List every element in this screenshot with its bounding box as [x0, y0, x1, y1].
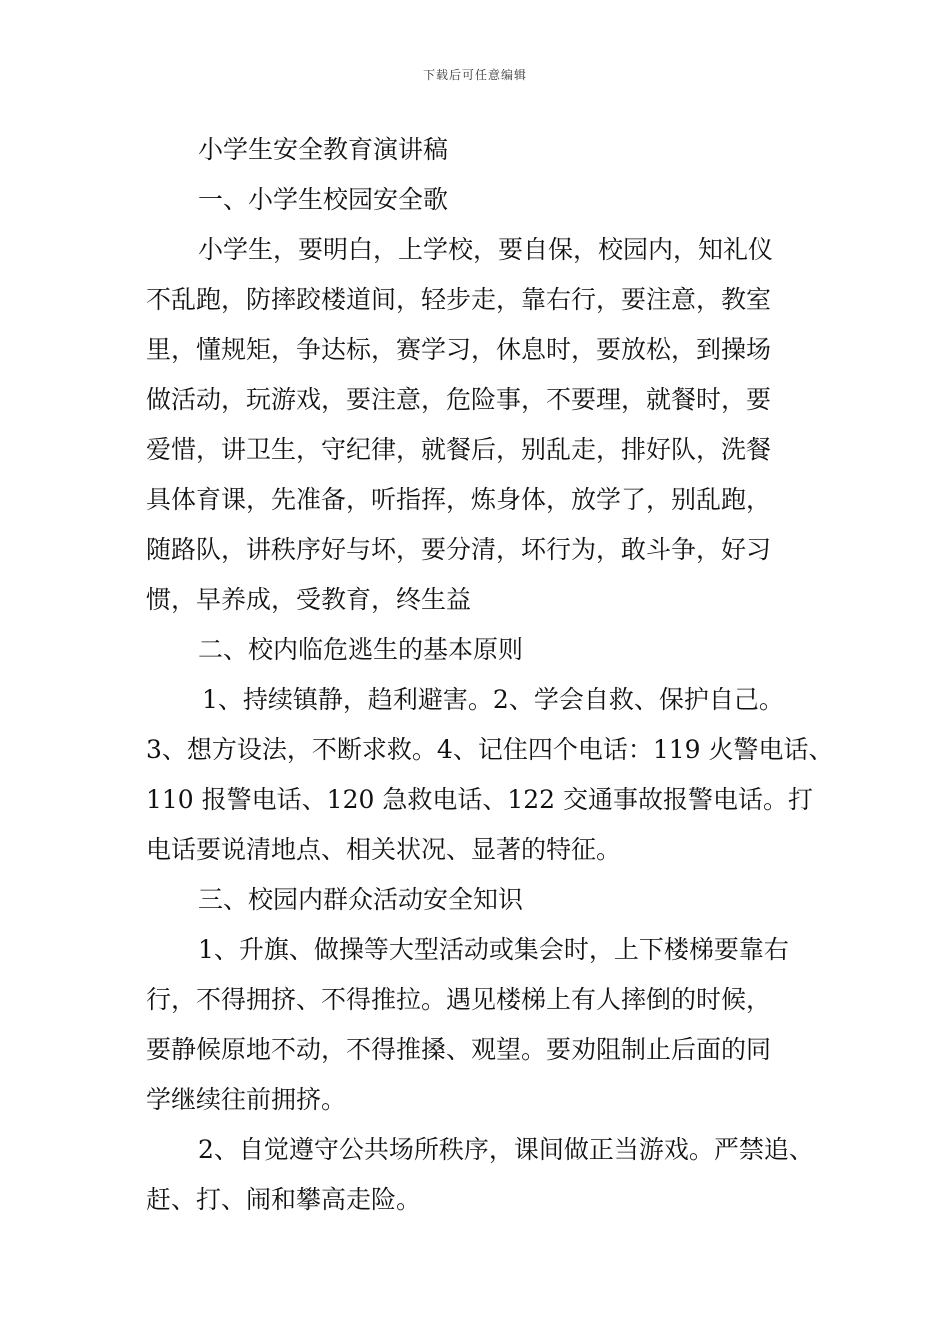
paragraph-line: 不乱跑，防摔跤楼道间，轻步走，靠右行，要注意，教室 — [146, 285, 772, 314]
paragraph-line: 1、升旗、做操等大型活动或集会时，上下楼梯要靠右 — [198, 935, 789, 964]
paragraph-line: 随路队，讲秩序好与坏，要分清，坏行为，敢斗争，好习 — [146, 535, 772, 564]
paragraph-line: 1、持续镇静，趋利避害。2、学会自救、保护自己。 — [202, 685, 784, 714]
paragraph-line: 具体育课，先准备，听指挥，炼身体，放学了，别乱跑， — [146, 485, 772, 514]
paragraph-line: 惯，早养成，受教育，终生益 — [146, 585, 472, 614]
paragraph-line: 要静候原地不动，不得推搡、观望。要劝阻制止后面的同 — [146, 1035, 772, 1064]
paragraph-line: 做活动，玩游戏，要注意，危险事，不要理，就餐时，要 — [146, 385, 772, 414]
paragraph-line: 学继续往前拥挤。 — [146, 1085, 347, 1114]
paragraph-line: 3、想方设法，不断求救。4、记住四个电话：119 火警电话、 — [146, 735, 834, 764]
document-title: 小学生安全教育演讲稿 — [198, 135, 449, 164]
section-heading-3: 三、校园内群众活动安全知识 — [198, 885, 524, 914]
document-body — [146, 125, 834, 1225]
paragraph-line: 2、自觉遵守公共场所秩序，课间做正当游戏。严禁追、 — [198, 1135, 814, 1164]
header-note: 下载后可任意编辑 — [422, 68, 527, 82]
paragraph-line: 里，懂规矩，争达标，赛学习，休息时，要放松，到操场 — [146, 335, 772, 364]
section-heading-2: 二、校内临危逃生的基本原则 — [198, 635, 524, 664]
paragraph-line: 爱惜，讲卫生，守纪律，就餐后，别乱走，排好队，洗餐 — [146, 435, 772, 464]
paragraph-line: 小学生，要明白，上学校，要自保，校园内，知礼仪 — [198, 235, 774, 264]
paragraph-line: 110 报警电话、120 急救电话、122 交通事故报警电话。打 — [146, 785, 813, 814]
section-heading-1: 一、小学生校园安全歌 — [198, 185, 449, 214]
paragraph-line: 赶、打、闹和攀高走险。 — [146, 1185, 422, 1214]
paragraph-line: 电话要说清地点、相关状况、显著的特征。 — [146, 835, 622, 864]
paragraph-line: 行，不得拥挤、不得推拉。遇见楼梯上有人摔倒的时候， — [146, 985, 772, 1014]
